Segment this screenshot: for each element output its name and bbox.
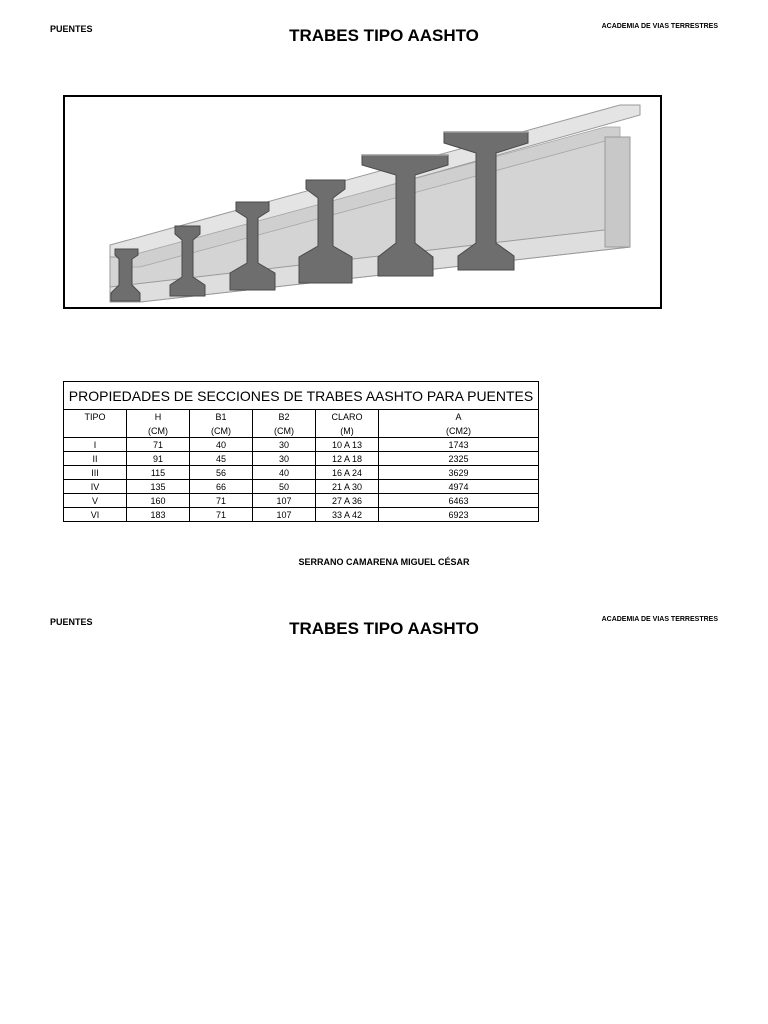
cell-h: 71 xyxy=(127,438,190,452)
cell-b1: 56 xyxy=(190,466,253,480)
table-row xyxy=(64,452,539,466)
cell-tipo: IV xyxy=(64,480,127,494)
table-row xyxy=(64,480,539,494)
header-right: ACADEMIA DE VIAS TERRESTRES xyxy=(601,23,718,30)
table-caption: PROPIEDADES DE SECCIONES DE TRABES AASHTO PARA PUENTES xyxy=(64,382,539,410)
table-row xyxy=(64,466,539,480)
header-left-page2: PUENTES xyxy=(50,617,93,627)
unit-h: (CM) xyxy=(127,424,190,438)
cell-h: 115 xyxy=(127,466,190,480)
cell-b1: 45 xyxy=(190,452,253,466)
page-title: TRABES TIPO AASHTO xyxy=(289,26,479,45)
col-header-b2: B2 xyxy=(253,410,316,425)
cell-a: 6923 xyxy=(379,508,539,522)
cell-claro: 10 A 13 xyxy=(316,438,379,452)
cell-claro: 27 A 36 xyxy=(316,494,379,508)
col-header-tipo: TIPO xyxy=(64,410,127,425)
cell-h: 160 xyxy=(127,494,190,508)
col-header-h: H xyxy=(127,410,190,425)
cell-h: 135 xyxy=(127,480,190,494)
cell-claro: 33 A 42 xyxy=(316,508,379,522)
aashto-beams-figure xyxy=(63,95,662,309)
header-left: PUENTES xyxy=(50,24,93,34)
cell-b2: 30 xyxy=(253,438,316,452)
cell-b2: 50 xyxy=(253,480,316,494)
unit-b1: (CM) xyxy=(190,424,253,438)
col-header-a: A xyxy=(379,410,539,425)
table-row xyxy=(64,508,539,522)
cell-tipo: III xyxy=(64,466,127,480)
sections-properties-table xyxy=(63,381,539,522)
author-name: SERRANO CAMARENA MIGUEL CÉSAR xyxy=(298,557,470,567)
cell-a: 1743 xyxy=(379,438,539,452)
table-units-row xyxy=(64,424,539,438)
cell-a: 3629 xyxy=(379,466,539,480)
col-header-b1: B1 xyxy=(190,410,253,425)
cell-b1: 40 xyxy=(190,438,253,452)
cell-claro: 21 A 30 xyxy=(316,480,379,494)
col-header-claro: CLARO xyxy=(316,410,379,425)
unit-b2: (CM) xyxy=(253,424,316,438)
cell-b2: 107 xyxy=(253,494,316,508)
header-right-page2: ACADEMIA DE VIAS TERRESTRES xyxy=(601,616,718,623)
cell-b2: 40 xyxy=(253,466,316,480)
cell-b2: 30 xyxy=(253,452,316,466)
cell-b2: 107 xyxy=(253,508,316,522)
table-header-row xyxy=(64,410,539,425)
cell-h: 91 xyxy=(127,452,190,466)
cell-claro: 12 A 18 xyxy=(316,452,379,466)
cell-claro: 16 A 24 xyxy=(316,466,379,480)
cell-tipo: II xyxy=(64,452,127,466)
aashto-beams-illustration xyxy=(65,97,660,307)
unit-a: (CM2) xyxy=(379,424,539,438)
unit-claro: (M) xyxy=(316,424,379,438)
cell-a: 4974 xyxy=(379,480,539,494)
unit-tipo xyxy=(64,424,127,438)
cell-h: 183 xyxy=(127,508,190,522)
page-title-page2: TRABES TIPO AASHTO xyxy=(289,619,479,638)
beam-end-face xyxy=(605,137,630,247)
cell-a: 6463 xyxy=(379,494,539,508)
table-row xyxy=(64,438,539,452)
cell-a: 2325 xyxy=(379,452,539,466)
cell-b1: 66 xyxy=(190,480,253,494)
cell-tipo: V xyxy=(64,494,127,508)
cell-tipo: VI xyxy=(64,508,127,522)
cell-b1: 71 xyxy=(190,508,253,522)
table-row xyxy=(64,494,539,508)
cell-tipo: I xyxy=(64,438,127,452)
cell-b1: 71 xyxy=(190,494,253,508)
